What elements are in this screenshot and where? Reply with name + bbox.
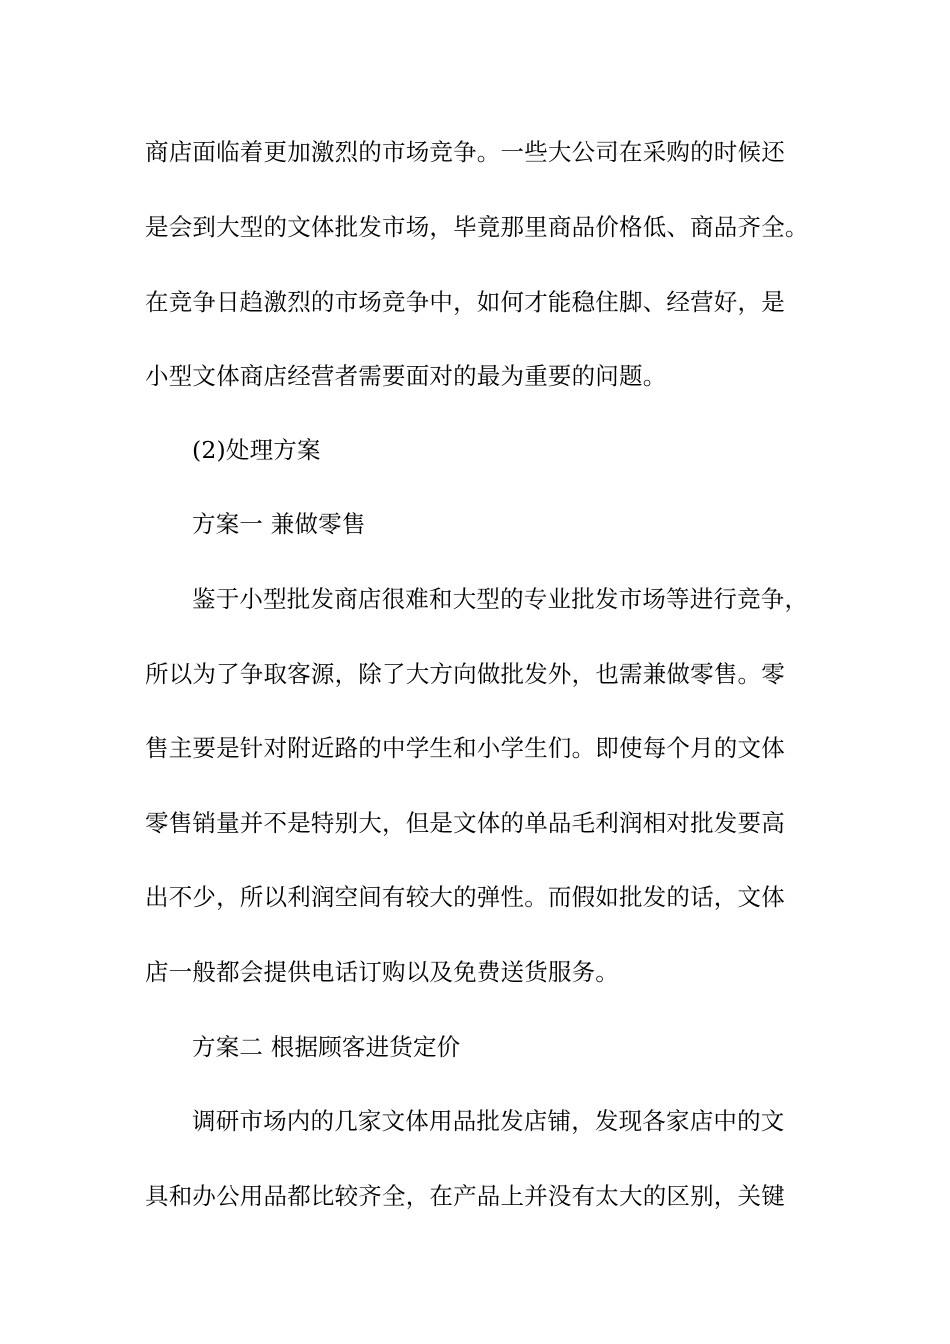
subsection-heading: 方案一 兼做零售 (192, 510, 366, 538)
paragraph-line: 零售销量并不是特别大，但是文体的单品毛利润相对批发要高 (145, 809, 785, 837)
paragraph-line: 在竞争日趋激烈的市场竞争中，如何才能稳住脚、经营好，是 (145, 288, 785, 316)
paragraph-line: 出不少，所以利润空间有较大的弹性。而假如批发的话，文体 (145, 883, 785, 911)
paragraph-line: 商店面临着更加激烈的市场竞争。一些大公司在采购的时候还 (145, 138, 785, 166)
paragraph-line: 鉴于小型批发商店很难和大型的专业批发市场等进行竞争， (192, 585, 809, 613)
paragraph-line: 小型文体商店经营者需要面对的最为重要的问题。 (145, 362, 667, 390)
paragraph-line: 店一般都会提供电话订购以及免费送货服务。 (145, 958, 619, 986)
paragraph-line: 具和办公用品都比较齐全，在产品上并没有太大的区别，关键 (145, 1182, 785, 1210)
paragraph-line: 调研市场内的几家文体用品批发店铺，发现各家店中的文 (192, 1107, 785, 1135)
paragraph-line: 是会到大型的文体批发市场，毕竟那里商品价格低、商品齐全。 (145, 213, 809, 241)
paragraph-line: 所以为了争取客源，除了大方向做批发外，也需兼做零售。零 (145, 660, 785, 688)
paragraph-line: 售主要是针对附近路的中学生和小学生们。即使每个月的文体 (145, 734, 785, 762)
section-heading: (2)处理方案 (192, 436, 321, 464)
subsection-heading: 方案二 根据顾客进货定价 (192, 1033, 461, 1061)
